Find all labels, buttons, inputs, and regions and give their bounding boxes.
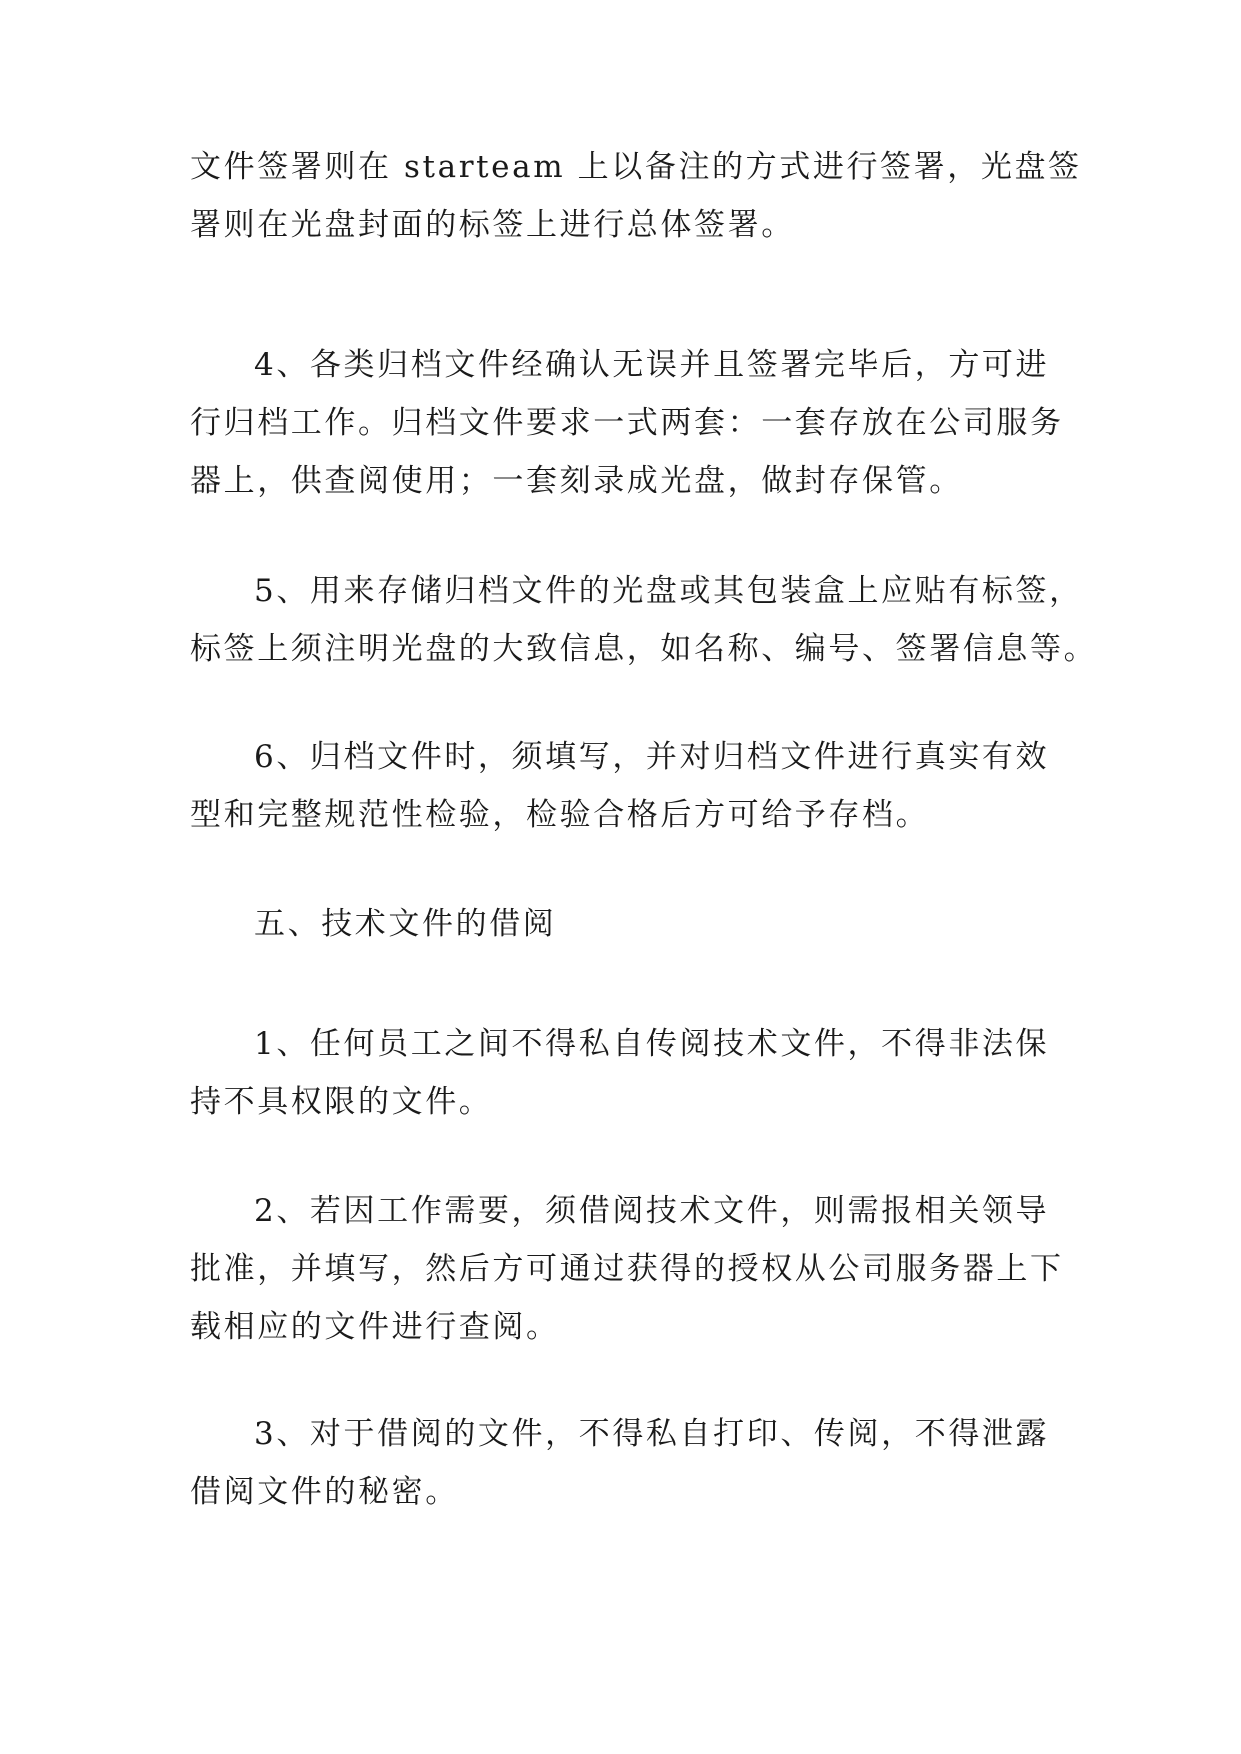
section-heading-borrowing: [190, 895, 1070, 953]
paragraph-line: 型和完整规范性检验，检验合格后方可给予存档。: [190, 797, 930, 833]
paragraph-line: 借阅文件的秘密。: [190, 1474, 459, 1510]
paragraph-line: 署则在光盘封面的标签上进行总体签署。: [190, 207, 795, 243]
paragraph-borrow-1: [190, 1015, 1070, 1131]
paragraph-item-5: [190, 562, 1098, 678]
paragraph-line: 载相应的文件进行查阅。: [190, 1309, 560, 1345]
paragraph-line: 器上，供查阅使用；一套刻录成光盘，做封存保管。: [190, 463, 963, 499]
section-heading-text: 五、技术文件的借阅: [254, 906, 557, 942]
paragraph-item-4: [190, 336, 1070, 510]
paragraph-line: 4、各类归档文件经确认无误并且签署完毕后，方可进: [254, 347, 1050, 383]
paragraph-signing: [190, 138, 1082, 254]
paragraph-line: 文件签署则在 starteam 上以备注的方式进行签署，光盘签: [190, 149, 1082, 185]
paragraph-line: 5、用来存储归档文件的光盘或其包装盒上应贴有标签，: [254, 573, 1083, 609]
paragraph-line: 标签上须注明光盘的大致信息，如名称、编号、签署信息等。: [190, 631, 1098, 667]
paragraph-line: 持不具权限的文件。: [190, 1084, 493, 1120]
paragraph-line: 6、归档文件时，须填写，并对归档文件进行真实有效: [254, 739, 1050, 775]
paragraph-line: 1、任何员工之间不得私自传阅技术文件，不得非法保: [254, 1026, 1050, 1062]
paragraph-line: 批准，并填写，然后方可通过获得的授权从公司服务器上下: [190, 1251, 1064, 1287]
paragraph-borrow-2: [190, 1182, 1070, 1356]
paragraph-line: 3、对于借阅的文件，不得私自打印、传阅，不得泄露: [254, 1416, 1050, 1452]
paragraph-line: 行归档工作。归档文件要求一式两套：一套存放在公司服务: [190, 405, 1064, 441]
paragraph-item-6: [190, 728, 1070, 844]
paragraph-borrow-3: [190, 1405, 1070, 1521]
paragraph-line: 2、若因工作需要，须借阅技术文件，则需报相关领导: [254, 1193, 1050, 1229]
